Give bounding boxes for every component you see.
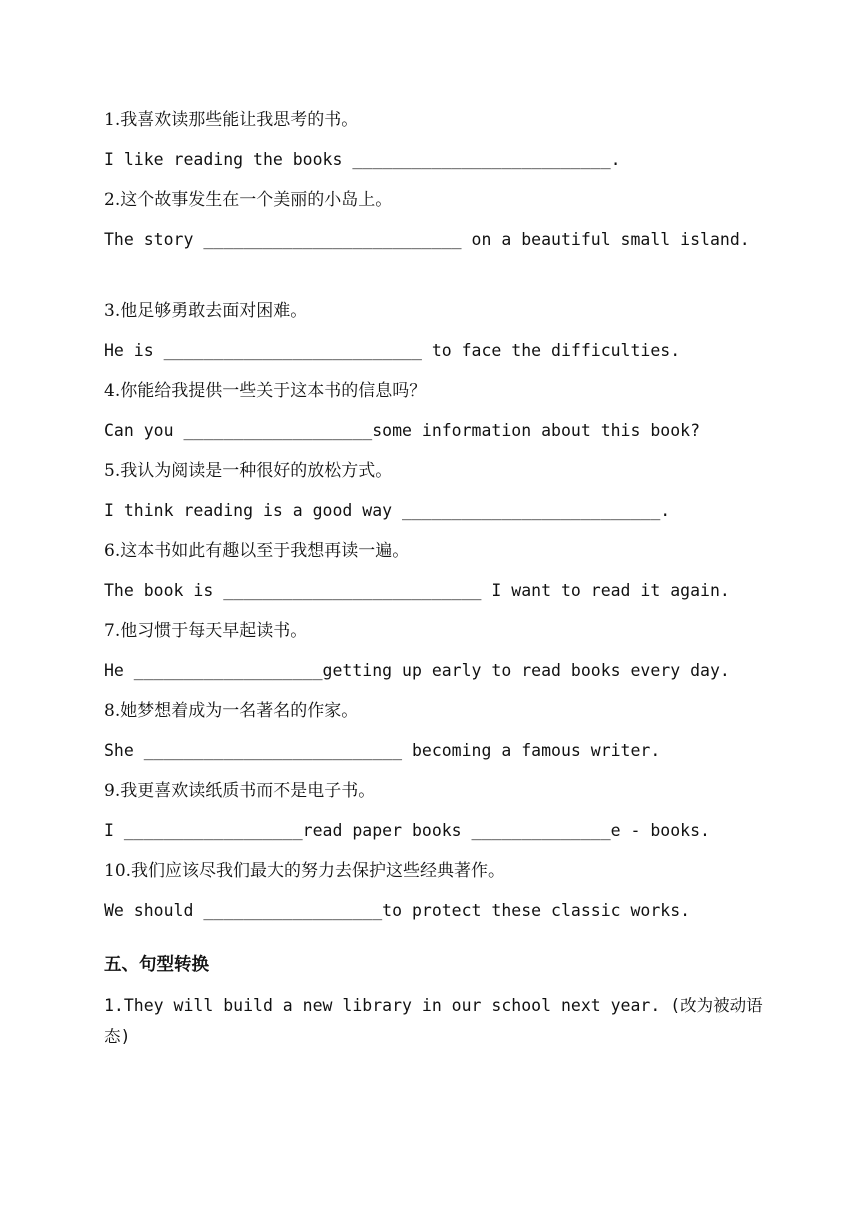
chinese-sentence: 2.这个故事发生在一个美丽的小岛上。 (104, 190, 393, 210)
chinese-sentence: 5.我认为阅读是一种很好的放松方式。 (104, 461, 393, 481)
transformation-question-1: 1.They will build a new library in our school next year. (改为被动语态) (104, 996, 763, 1046)
chinese-sentence: 3.他足够勇敢去面对困难。 (104, 301, 308, 321)
translation-item-4 (104, 371, 764, 451)
translation-item-5 (104, 451, 764, 531)
translation-item-3 (104, 291, 764, 371)
english-fill-in: She __________________________ becoming a famous writer. (104, 741, 661, 760)
section-title: 五、句型转换 (104, 955, 209, 975)
english-fill-in: The book is __________________________ I want to read it again. (104, 581, 730, 600)
english-fill-in: I think reading is a good way __________________________. (104, 501, 671, 520)
translation-item-10 (104, 851, 764, 931)
chinese-sentence: 7.他习惯于每天早起读书。 (104, 621, 308, 641)
chinese-sentence: 6.这本书如此有趣以至于我想再读一遍。 (104, 541, 410, 561)
english-fill-in: He ___________________getting up early to read books every day. (104, 661, 730, 680)
english-fill-in: The story __________________________ on a beautiful small island. (104, 230, 750, 249)
chinese-sentence: 9.我更喜欢读纸质书而不是电子书。 (104, 781, 376, 801)
english-fill-in: Can you ___________________some information about this book? (104, 421, 701, 440)
translation-item-8 (104, 691, 764, 771)
chinese-sentence: 4.你能给我提供一些关于这本书的信息吗？ (104, 381, 427, 401)
chinese-sentence: 10.我们应该尽我们最大的努力去保护这些经典著作。 (104, 861, 506, 881)
english-fill-in: He is __________________________ to face the difficulties. (104, 341, 681, 360)
english-fill-in: I __________________read paper books ______________e - books. (104, 821, 710, 840)
english-fill-in: We should __________________to protect these classic works. (104, 901, 691, 920)
translation-item-2 (104, 180, 764, 291)
chinese-sentence: 1.我喜欢读那些能让我思考的书。 (104, 110, 359, 130)
worksheet-page (104, 100, 764, 1052)
english-fill-in: I like reading the books __________________________. (104, 150, 621, 169)
chinese-sentence: 8.她梦想着成为一名著名的作家。 (104, 701, 359, 721)
translation-item-6 (104, 531, 764, 611)
translation-item-1 (104, 100, 764, 180)
translation-item-7 (104, 611, 764, 691)
translation-item-9 (104, 771, 764, 851)
